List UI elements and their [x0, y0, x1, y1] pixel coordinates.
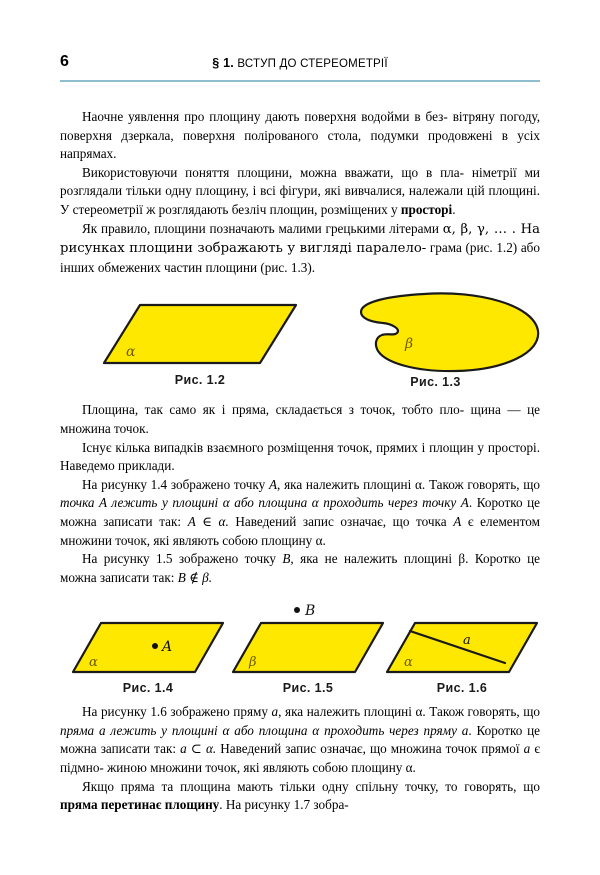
p3-line-3: грама (рис. 1.2) або інших обмежених частин площини (рис. 1.3). — [60, 240, 540, 275]
p9-line-2-pre: то говорять, що — [445, 778, 541, 794]
paragraph-6 — [60, 476, 540, 550]
prose-block-bottom — [60, 703, 540, 815]
parallelogram-with-line-a-icon — [383, 617, 541, 679]
figure-caption: Рис. 1.3 — [410, 375, 461, 390]
term-pryama-peretynaje: пряма перетинає площину — [60, 797, 220, 813]
figure-1-4 — [68, 617, 228, 695]
figure-caption: Рис. 1.4 — [122, 681, 174, 696]
section-title-text: ВСТУП ДО СТЕРЕОМЕТРІЇ — [237, 58, 388, 70]
figure-1-6 — [382, 617, 542, 695]
parallelogram-plane-alpha-icon — [100, 297, 300, 371]
plane-label-beta: β — [249, 655, 257, 671]
p8-emphasis-2: проходить через пряму a — [324, 722, 469, 738]
p8-line-4-post: є підмно- — [60, 741, 540, 776]
plane-blob — [361, 294, 538, 372]
p6-line-3-post: . Коротко це можна записати так: — [60, 495, 541, 529]
point-marker-B — [294, 607, 300, 613]
plane-label-alpha: α — [89, 655, 98, 671]
line-a: a — [271, 704, 279, 720]
point-label-B: B — [305, 603, 316, 620]
p1-line-1: Наочне уявлення про площину дають поверхня водойми в без- — [82, 109, 448, 124]
p6-line-4-pre: Наведений запис означає, що точка — [235, 513, 454, 529]
parallelogram-with-exterior-point-B-icon — [229, 599, 387, 679]
section-mark: § 1. — [212, 56, 234, 70]
page-number: 6 — [60, 53, 69, 70]
p8-line-4-pre: Наведений запис означає, що множина точок прямої — [220, 741, 524, 757]
p3-line-1: Як правило, площини позначають малими грецькими літерами — [82, 220, 439, 236]
running-head — [60, 52, 540, 98]
paragraph-7 — [60, 550, 540, 587]
p6-line-2-pre: Також говорять, що — [428, 476, 540, 492]
line-a-2: a — [523, 741, 531, 757]
p8-line-1-pre: На рисунку 1.6 зображено пряму — [82, 704, 272, 720]
p2-line-3: вивчалися, належали цій площині. У стереометрії ж розглядають — [60, 183, 541, 217]
point-marker-A — [152, 643, 158, 649]
figure-row-2 — [60, 599, 540, 703]
p4-line-1: Площина, так само як і пряма, складається з точок, тобто пло- — [82, 402, 465, 418]
p8-line-3-post: . Коротко це можна записати так: — [60, 722, 541, 757]
parallelogram-with-point-A-icon — [69, 617, 227, 679]
plane-label-alpha: α — [126, 344, 136, 361]
p8-line-1-post: , яка належить площині α. — [278, 704, 426, 720]
p1-line-2: вітряну погоду, поверхня дзеркала, поверхня полірованого стола, — [60, 109, 541, 143]
p9-line-1: Якщо пряма та площина мають тільки одну спільну точку, — [82, 778, 439, 794]
p2-line-4-post: . — [452, 201, 456, 217]
p6-line-4-post: є елементом множини точок, — [60, 513, 540, 548]
p6-line-5: які являють собою площину α. — [153, 532, 326, 548]
formula-A-in-alpha: A ∈ α. — [187, 513, 229, 529]
paragraph-4 — [60, 401, 540, 438]
blob-plane-beta-icon — [328, 291, 543, 373]
p7-line-2-pre: Коротко це можна записати так: — [60, 551, 541, 585]
prose-block-top — [60, 108, 540, 277]
figure-1-5 — [228, 599, 388, 695]
p6-emphasis-1: точка A лежить у площині α або площина α — [60, 495, 319, 511]
plane-label-alpha: α — [404, 655, 413, 671]
point-A-2: A — [453, 513, 462, 529]
figure-1-3 — [328, 291, 543, 389]
figure-caption: Рис. 1.5 — [282, 681, 334, 696]
p5-line-1: Існує кілька випадків взаємного розміщення точок, прямих — [82, 439, 418, 455]
formula-B-notin-beta: B ∉ β. — [177, 569, 213, 585]
point-B: B — [282, 551, 291, 567]
paragraph-1 — [60, 108, 540, 164]
paragraph-2 — [60, 164, 540, 220]
prose-block-middle — [60, 401, 540, 587]
figure-caption: Рис. 1.6 — [436, 681, 488, 696]
p2-line-2: німетрії ми розглядали тільки одну площину, і всі фігури, які — [60, 164, 540, 199]
p7-line-1-post: , яка не належить площині β. — [290, 551, 469, 567]
p9-line-2-post: . На рисунку 1.7 зобра- — [219, 797, 349, 813]
p4-line-2: щина — це множина точок. — [60, 402, 540, 436]
paragraph-5 — [60, 439, 540, 476]
header-rule — [60, 80, 540, 82]
point-A: A — [268, 476, 278, 492]
p8-line-5: жиною множини точок, які являють собою площину α. — [107, 760, 416, 776]
p6-line-1-pre: На рисунку 1.4 зображено точку — [82, 476, 269, 492]
p2-line-1: Використовуючи поняття площини, можна вважати, що в пла- — [82, 164, 465, 180]
p8-line-2-pre: Також говорять, що — [429, 704, 541, 720]
p1-line-3: подумки продовжені в усіх напрямах. — [60, 127, 540, 162]
point-label-A: A — [162, 639, 173, 656]
p8-emphasis-1: пряма a лежить у площині α або площина α — [60, 722, 320, 738]
paragraph-8 — [60, 703, 540, 777]
formula-a-subset-alpha: a ⊂ α. — [180, 741, 217, 757]
p6-emphasis-2: проходить через точку A — [323, 495, 469, 511]
p5-line-2: і площин у просторі. Наведемо приклади. — [60, 439, 540, 474]
section-title — [60, 54, 540, 73]
p7-line-1-pre: На рисунку 1.5 зображено точку — [82, 551, 283, 567]
term-prostori: просторі — [400, 201, 453, 217]
p6-line-1-post: , яка належить площині α. — [277, 476, 426, 492]
figure-caption: Рис. 1.2 — [174, 373, 226, 388]
paragraph-9 — [60, 778, 540, 815]
plane-label-beta: β — [405, 336, 414, 353]
p3-line-2: α, β, γ, … . На рисунках площини зображають у вигляді паралело- — [60, 221, 540, 257]
figure-1-2 — [100, 297, 300, 387]
figure-row-1 — [60, 291, 540, 401]
line-label-a: a — [463, 633, 471, 649]
paragraph-3 — [60, 220, 540, 278]
p2-line-4-pre: безліч площин, розміщених у — [231, 201, 401, 217]
